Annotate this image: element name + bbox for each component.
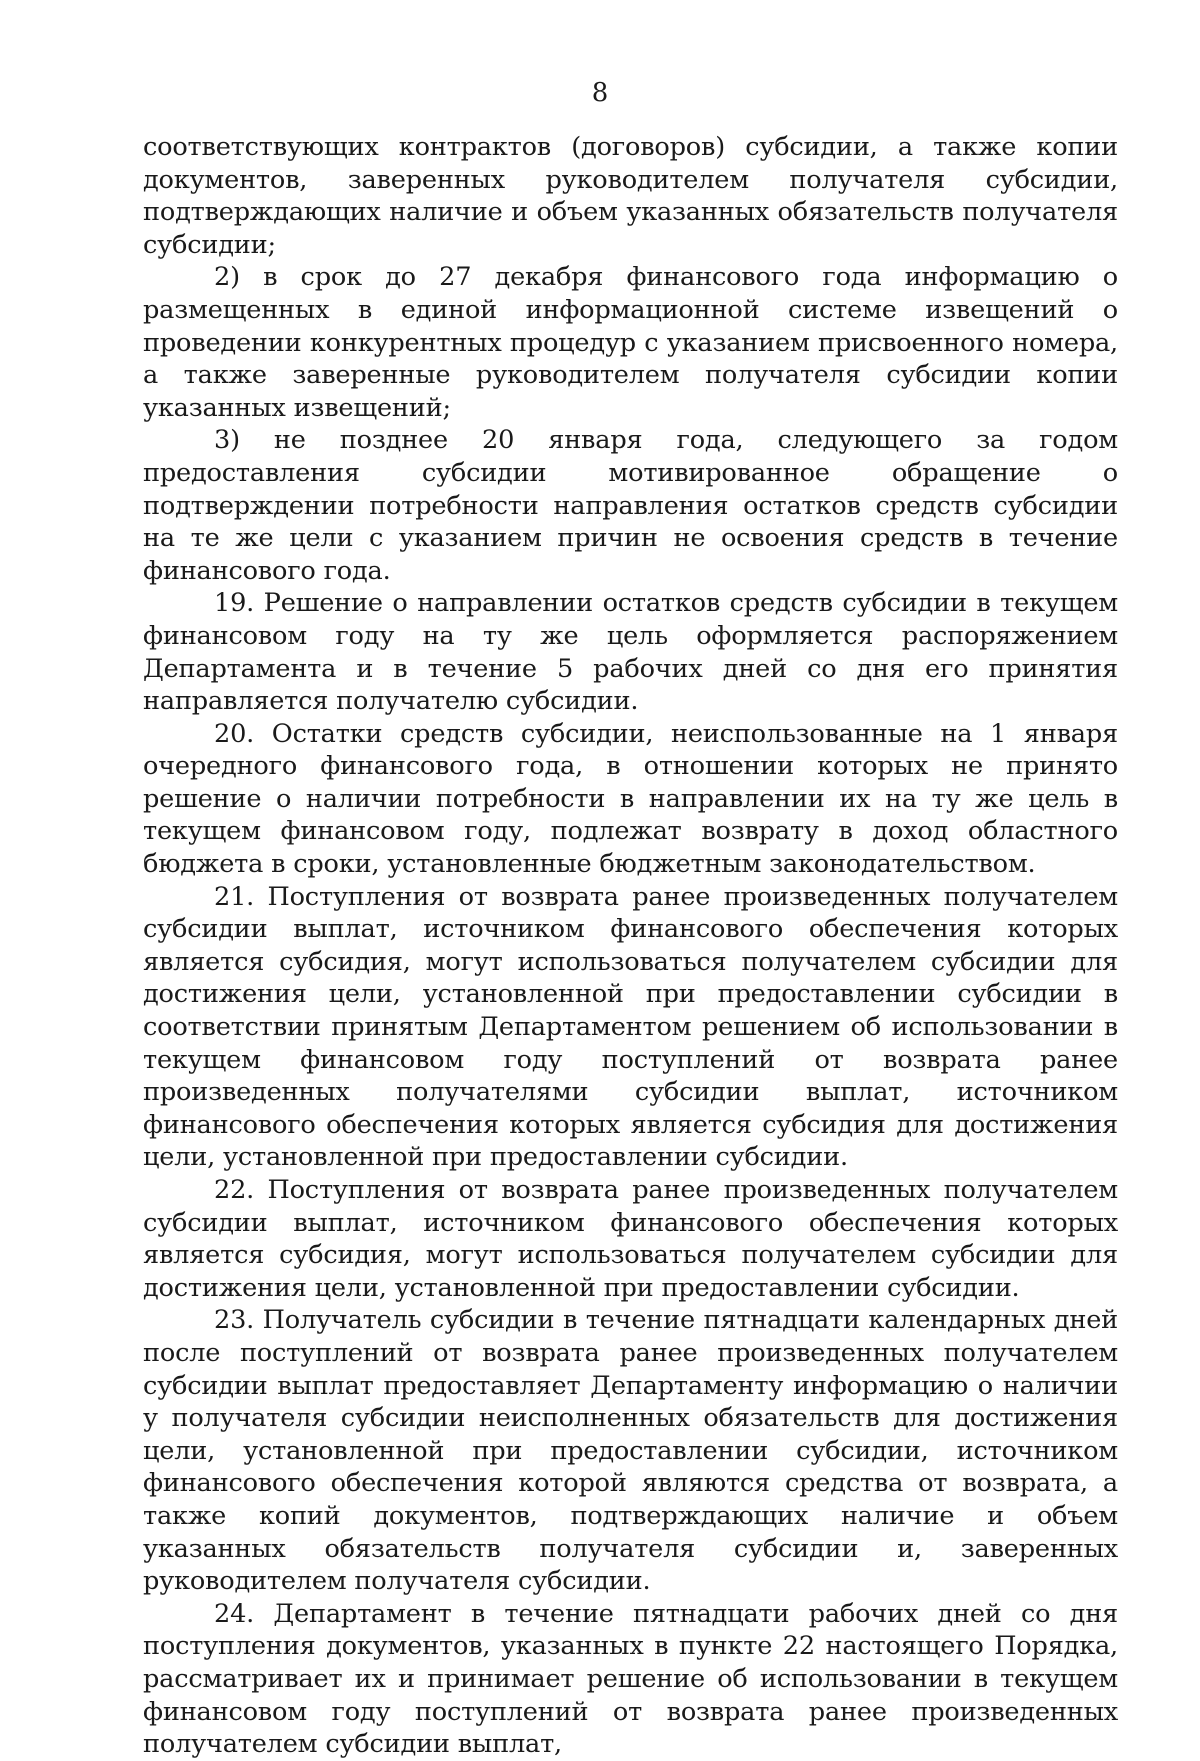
paragraph-clause-22: 22. Поступления от возврата ранее произведенных получателем субсидии выплат, источником финансового обеспечения которых является субсидия, могут использоваться получателем субсидии для достижения цели, установленной при предоставлении субсидии. [143,1175,1118,1303]
paragraph-continuation: соответствующих контрактов (договоров) субсидии, а также копии документов, заверенных руководителем получателя субсидии, подтверждающих наличие и объем указанных обязательств получателя субсидии; [143,132,1118,260]
document-body [143,131,1118,1761]
paragraph-clause-19: 19. Решение о направлении остатков средств субсидии в текущем финансовом году на ту же цель оформляется распоряжением Департамента и в течение 5 рабочих дней со дня его принятия направляется получателю субсидии. [143,588,1118,717]
paragraph-clause-20: 20. Остатки средств субсидии, неиспользованные на 1 января очередного финансового года, в отношении которых не принято решение о наличии потребности в направлении их на ту же цель в текущем финансовом году, подлежат возврату в доход областного бюджета в сроки, установленные бюджетным законодательством. [143,718,1118,880]
paragraph-clause-23: 23. Получатель субсидии в течение пятнадцати календарных дней после поступлений от возврата ранее произведенных получателем субсидии выплат предоставляет Департаменту информацию о наличии у получателя субсидии неисполненных обязательств для достижения цели, установленной при предоставлении субсидии, источником финансового обеспечения которой являются средства от возврата, а также копий документов, подтверждающих наличие и объем указанных обязательств получателя субсидии и, заверенных руководителем получателя субсидии. [143,1305,1118,1597]
paragraph-item-3: 3) не позднее 20 января года, следующего за годом предоставления субсидии мотивированное обращение о подтверждении потребности направления остатков средств субсидии на те же цели с указанием причин не освоения средств в течение финансового года. [143,425,1118,586]
page-number: 8 [591,78,609,108]
paragraph-clause-21: 21. Поступления от возврата ранее произведенных получателем субсидии выплат, источником финансового обеспечения которых является субсидия, могут использоваться получателем субсидии для достижения цели, установленной при предоставлении субсидии в соответствии принятым Департаментом решением об использовании в текущем финансовом году поступлений от возврата ранее произведенных получателями субсидии выплат, источником финансового обеспечения которых является субсидия для достижения цели, установленной при предоставлении субсидии. [143,881,1118,1173]
paragraph-item-2: 2) в срок до 27 декабря финансового года информацию о размещенных в единой информационной системе извещений о проведении конкурентных процедур с указанием присвоенного номера, а также заверенные руководителем получателя субсидии копии указанных извещений; [143,262,1118,423]
paragraph-clause-24: 24. Департамент в течение пятнадцати рабочих дней со дня поступления документов, указанных в пункте 22 настоящего Порядка, рассматривает их и принимает решение об использовании в текущем финансовом году поступлений от возврата ранее произведенных получателем субсидии выплат, [143,1598,1118,1760]
